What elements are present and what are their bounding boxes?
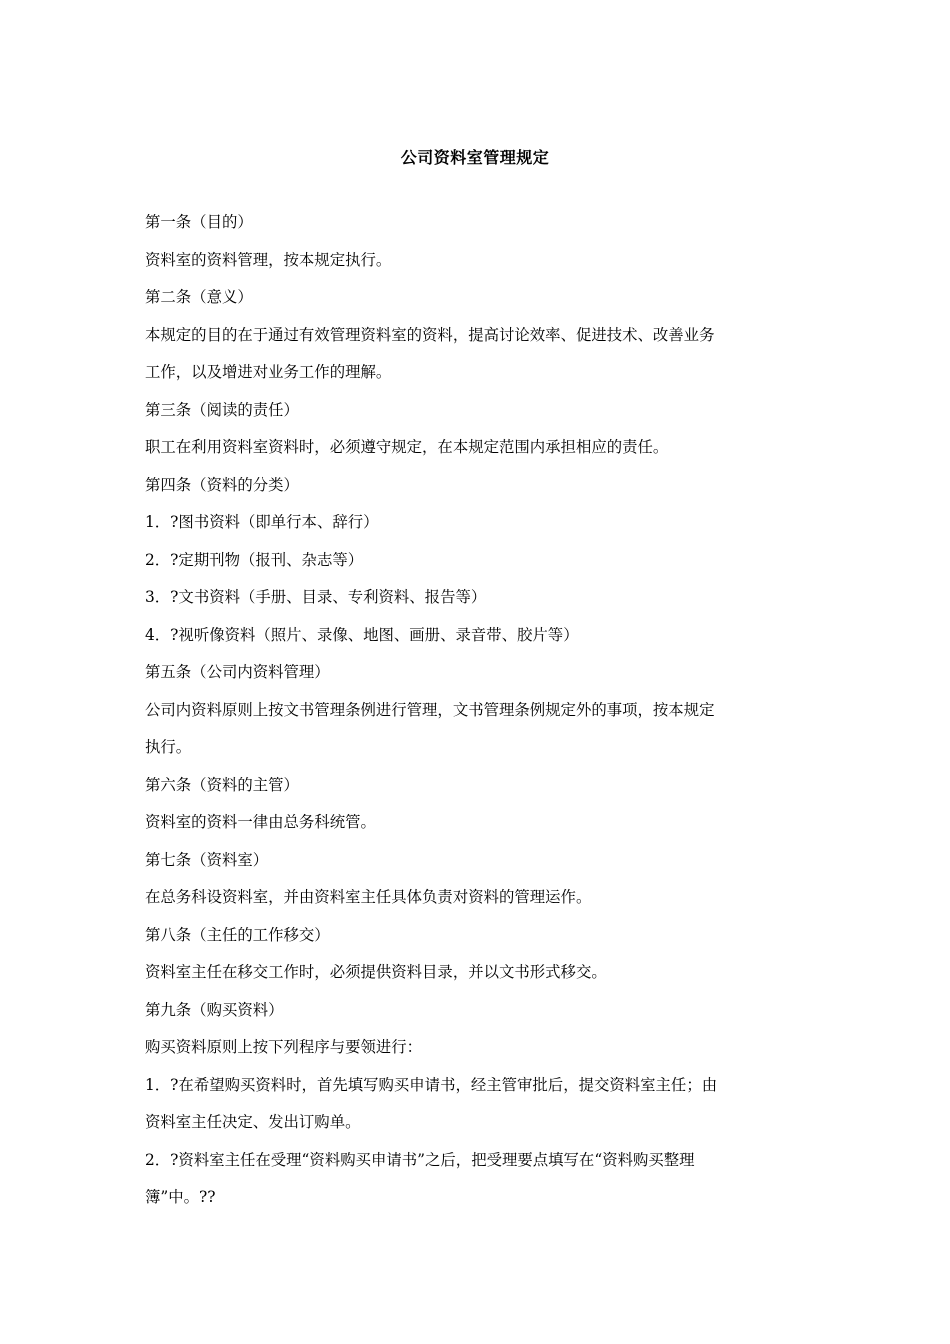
article-6-text: 资料室的资料一律由总务科统管。: [145, 813, 376, 831]
article-3-text: 职工在利用资料室资料时，必须遵守规定，在本规定范围内承担相应的责任。: [145, 438, 669, 456]
article-3-heading: 第三条（阅读的责任）: [145, 400, 299, 419]
article-8-text: 资料室主任在移交工作时，必须提供资料目录，并以文书形式移交。: [145, 963, 607, 981]
article-4-item-2: 2．?定期刊物（报刊、杂志等）: [145, 550, 364, 569]
article-9-item-1-line-1: 1．?在希望购买资料时，首先填写购买申请书，经主管审批后，提交资料室主任；由: [145, 1075, 718, 1094]
article-7-heading: 第七条（资料室）: [145, 850, 269, 869]
article-2-text-line-1: 本规定的目的在于通过有效管理资料室的资料，提高讨论效率、促进技术、改善业务: [145, 325, 715, 344]
article-9-heading: 第九条（购买资料）: [145, 1000, 284, 1019]
article-9-intro: 购买资料原则上按下列程序与要领进行：: [145, 1038, 423, 1056]
article-9-item-1-line-2: 资料室主任决定、发出订购单。: [145, 1113, 361, 1131]
article-4-item-1: 1．?图书资料（即单行本、辞行）: [145, 513, 379, 531]
document-body: [145, 204, 810, 1217]
article-2-text-line-2: 工作，以及增进对业务工作的理解。: [145, 363, 392, 381]
article-1-heading: 第一条（目的）: [145, 213, 253, 231]
article-4-item-3: 3．?文书资料（手册、目录、专利资料、报告等）: [145, 588, 487, 606]
article-5-text-line-2: 执行。: [145, 738, 192, 756]
article-1-text: 资料室的资料管理，按本规定执行。: [145, 250, 392, 269]
article-2-heading: 第二条（意义）: [145, 288, 253, 306]
article-8-heading: 第八条（主任的工作移交）: [145, 925, 330, 944]
article-4-heading: 第四条（资料的分类）: [145, 475, 299, 494]
article-5-heading: 第五条（公司内资料管理）: [145, 663, 330, 681]
article-6-heading: 第六条（资料的主管）: [145, 775, 299, 794]
article-4-item-4: 4．?视听像资料（照片、录像、地图、画册、录音带、胶片等）: [145, 625, 579, 644]
article-5-text-line-1: 公司内资料原则上按文书管理条例进行管理，文书管理条例规定外的事项，按本规定: [145, 700, 715, 719]
article-7-text: 在总务科设资料室，并由资料室主任具体负责对资料的管理运作。: [145, 888, 592, 906]
document-title: 公司资料室管理规定: [400, 148, 550, 167]
article-9-item-2-line-1: 2．?资料室主任在受理“资料购买申请书”之后，把受理要点填写在“资料购买整理: [145, 1150, 695, 1169]
article-9-item-2-line-2: 簿”中。??: [145, 1188, 216, 1206]
